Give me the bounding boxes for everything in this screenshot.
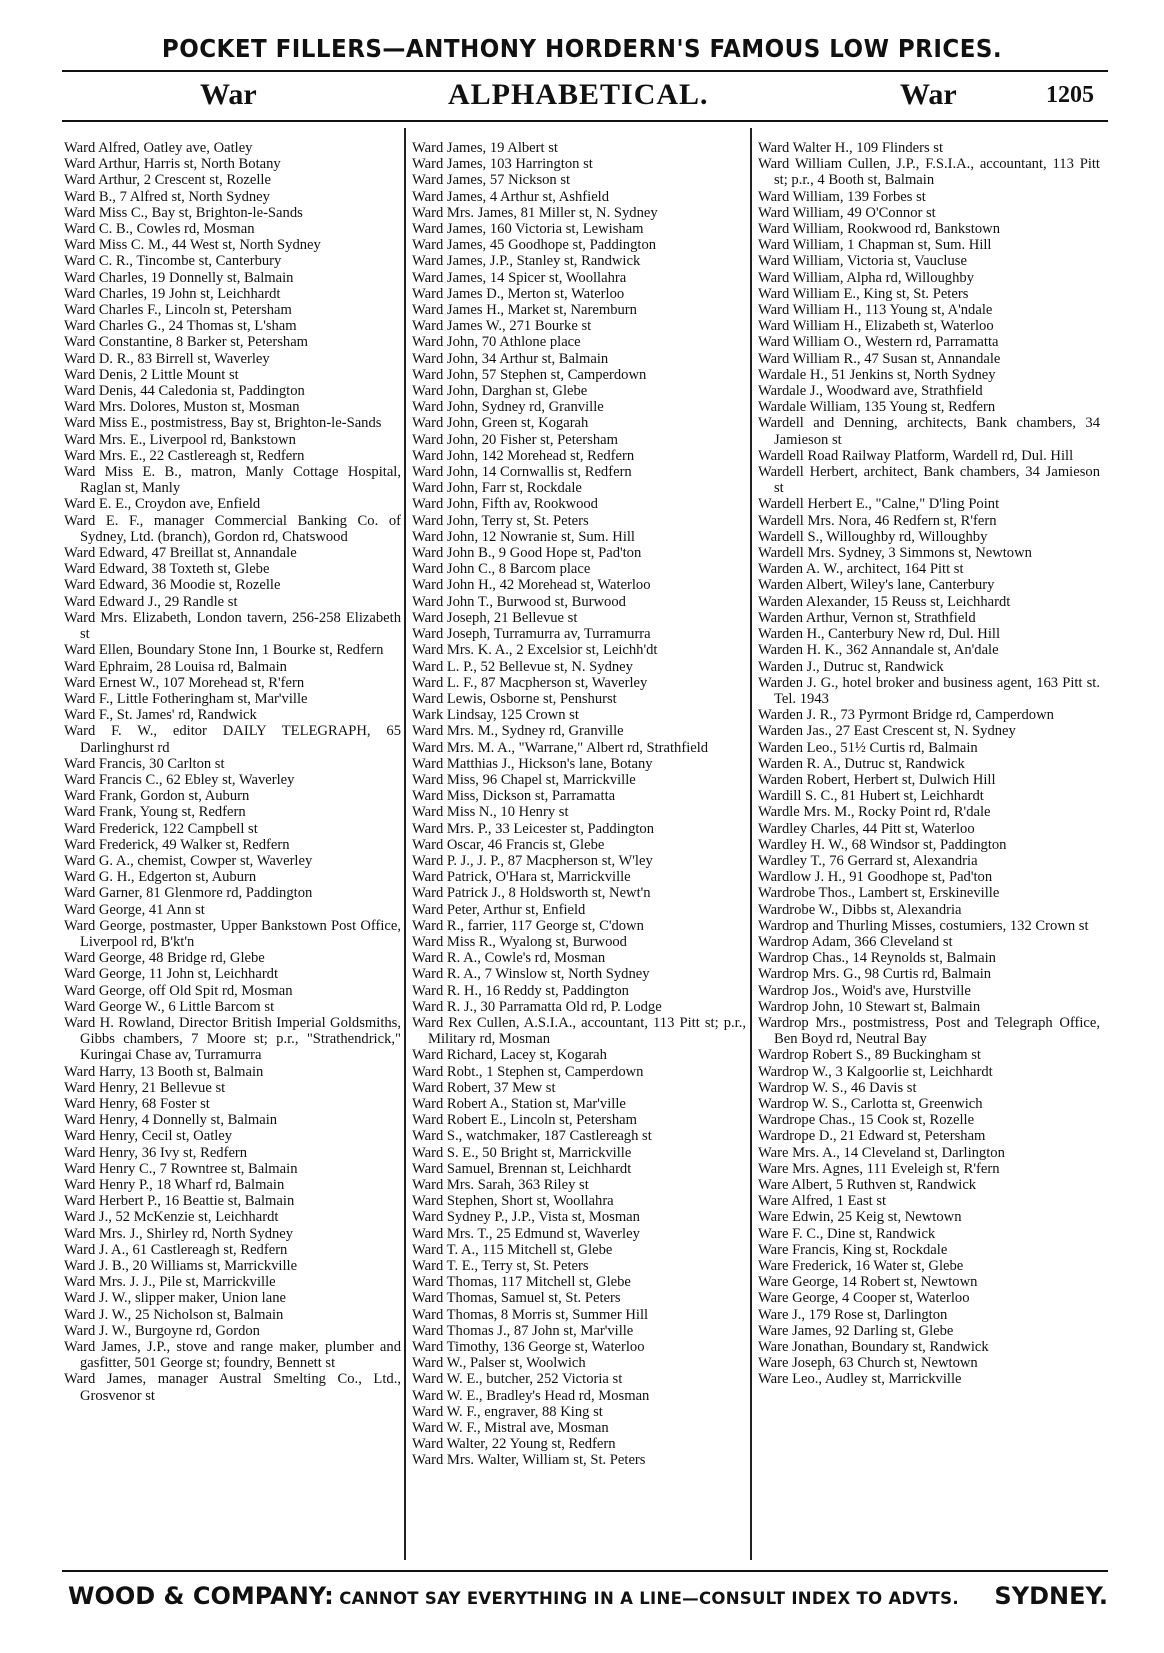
directory-entry: Ward Joseph, 21 Bellevue st (412, 609, 578, 626)
directory-entry: Warden J. R., 73 Pyrmont Bridge rd, Camperdown (758, 707, 1054, 724)
directory-entry: Ward John, Fifth av, Rookwood (412, 496, 598, 513)
directory-entry: Ward Oscar, 46 Francis st, Glebe (412, 836, 605, 853)
directory-entry: Ward Henry, 21 Bellevue st (64, 1079, 226, 1096)
directory-entry: Ward Mrs. Sarah, 363 Riley st (412, 1177, 589, 1193)
directory-entry: Ward Miss E. B., matron, Manly Cottage Hospital, Raglan st, Manly (64, 464, 401, 497)
directory-entry: Ward John, Green st, Kogarah (412, 415, 589, 432)
directory-entry: Ware Francis, King st, Rockdale (758, 1241, 948, 1258)
directory-entry: Ward John, 14 Cornwallis st, Redfern (412, 464, 632, 481)
directory-entry: Wardell Road Railway Platform, Wardell rd, Dul. Hill (758, 447, 1074, 464)
directory-entry: Ward William O., Western rd, Parramatta (758, 334, 999, 351)
directory-entry: Ward Patrick J., 8 Holdsworth st, Newt'n (412, 885, 651, 902)
directory-entry: Ward Arthur, 2 Crescent st, Rozelle (64, 172, 271, 189)
directory-entry: Ward Mrs. Dolores, Muston st, Mosman (64, 399, 300, 416)
running-head-left: War (200, 78, 257, 111)
directory-entry: Ware Leo., Audley st, Marrickville (758, 1371, 962, 1388)
directory-entry: Ward Mrs. K. A., 2 Excelsior st, Leichh'dt (412, 642, 658, 659)
directory-entry: Ware F. C., Dine st, Randwick (758, 1225, 936, 1242)
directory-entry: Ward John, 34 Arthur st, Balmain (412, 350, 609, 367)
directory-entry: Ware George, 4 Cooper st, Waterloo (758, 1290, 970, 1307)
directory-entry: Ward James W., 271 Bourke st (412, 318, 592, 335)
directory-entry: Ward Charles G., 24 Thomas st, L'sham (64, 318, 297, 335)
directory-entry: Wardell Herbert E., "Calne," D'ling Point (758, 496, 1000, 513)
directory-entry: Ward William, Alpha rd, Willoughby (758, 269, 974, 286)
directory-entry: Ward J. W., 25 Nicholson st, Balmain (64, 1306, 284, 1323)
directory-entry: Ward L. F., 87 Macpherson st, Waverley (412, 674, 648, 691)
directory-entry: Ward R. A., Cowle's rd, Mosman (412, 950, 606, 967)
directory-entry: Ward William Cullen, J.P., F.S.I.A., accountant, 113 Pitt st; p.r., 4 Booth st, Balmain (758, 156, 1100, 189)
directory-entry: Ward George, off Old Spit rd, Mosman (64, 982, 293, 999)
directory-entry: Ward Walter H., 109 Flinders st (758, 140, 944, 156)
directory-entry: Ward W. F., engraver, 88 King st (412, 1403, 603, 1420)
directory-entry: Ward W. E., Bradley's Head rd, Mosman (412, 1387, 650, 1404)
directory-column-3 (758, 140, 1100, 1388)
directory-entry: Ward William, 49 O'Connor st (758, 204, 936, 221)
directory-entry: Ward Lewis, Osborne st, Penshurst (412, 690, 617, 707)
directory-entry: Ward Charles F., Lincoln st, Petersham (64, 302, 292, 319)
directory-entry: Ward R. H., 16 Reddy st, Paddington (412, 982, 629, 999)
directory-entry: Ward John, Farr st, Rockdale (412, 480, 582, 497)
page-number: 1205 (1046, 82, 1094, 108)
directory-entry: Ward Francis C., 62 Ebley st, Waverley (64, 771, 295, 788)
directory-entry: Ward J. W., Burgoyne rd, Gordon (64, 1322, 260, 1339)
running-head-center: ALPHABETICAL. (448, 78, 709, 111)
header-underline (62, 120, 1108, 122)
directory-entry: Ward Herbert P., 16 Beattie st, Balmain (64, 1193, 295, 1210)
directory-entry: Ware James, 92 Darling st, Glebe (758, 1322, 954, 1339)
directory-entry: Ward Peter, Arthur st, Enfield (412, 901, 586, 918)
directory-entry: Ward Henry, 36 Ivy st, Redfern (64, 1144, 248, 1161)
directory-entry: Ward E. F., manager Commercial Banking Co. of Sydney, Ltd. (branch), Gordon rd, Chatswood (64, 512, 401, 545)
directory-entry: Ward William, Rookwood rd, Bankstown (758, 221, 1000, 238)
footer-publisher: WOOD & COMPANY: (68, 1582, 334, 1610)
directory-entry: Ward J. A., 61 Castlereagh st, Redfern (64, 1241, 288, 1258)
directory-entry: Ward Edward, 36 Moodie st, Rozelle (64, 577, 281, 594)
directory-entry: Ward George, 41 Ann st (64, 901, 205, 918)
directory-entry: Ward William H., 113 Young st, A'ndale (758, 302, 993, 319)
directory-entry: Wardrop W. S., Carlotta st, Greenwich (758, 1095, 983, 1112)
directory-entry: Ware Alfred, 1 East st (758, 1193, 887, 1210)
directory-entry: Wardale H., 51 Jenkins st, North Sydney (758, 366, 996, 383)
directory-entry: Ward Joseph, Turramurra av, Turramurra (412, 626, 651, 643)
directory-entry: Ward Garner, 81 Glenmore rd, Paddington (64, 885, 313, 902)
directory-entry: Ward W. F., Mistral ave, Mosman (412, 1420, 609, 1437)
directory-entry: Ward Mrs. M., Sydney rd, Granville (412, 723, 624, 740)
directory-entry: Wardell Herbert, architect, Bank chambers, 34 Jamieson st (758, 464, 1100, 497)
directory-entry: Ward G. A., chemist, Cowper st, Waverley (64, 852, 313, 869)
directory-entry: Wardrop Mrs., postmistress, Post and Telegraph Office, Ben Boyd rd, Neutral Bay (758, 1014, 1100, 1048)
directory-entry: Wardale William, 135 Young st, Redfern (758, 399, 996, 416)
directory-entry: Ward James, 45 Goodhope st, Paddington (412, 237, 657, 254)
directory-entry: Ward Mrs. James, 81 Miller st, N. Sydney (412, 204, 658, 221)
directory-entry: Ward J., 52 McKenzie st, Leichhardt (64, 1209, 279, 1226)
directory-entry: Ward E. E., Croydon ave, Enfield (64, 496, 261, 513)
directory-entry: Ward L. P., 52 Bellevue st, N. Sydney (412, 658, 633, 675)
directory-entry: Ward James, J.P., Stanley st, Randwick (412, 253, 641, 270)
directory-entry: Ward C. R., Tincombe st, Canterbury (64, 253, 282, 270)
directory-entry: Ward John H., 42 Morehead st, Waterloo (412, 577, 651, 594)
directory-entry: Ward George, postmaster, Upper Bankstown Post Office, Liverpool rd, B'kt'n (64, 917, 401, 950)
directory-entry: Ware Frederick, 16 Water st, Glebe (758, 1258, 964, 1275)
directory-entry: Wardrop Mrs. G., 98 Curtis rd, Balmain (758, 966, 992, 983)
directory-entry: Ward Arthur, Harris st, North Botany (64, 156, 281, 173)
directory-entry: Wardrobe Thos., Lambert st, Erskineville (758, 885, 1000, 902)
directory-entry: Ward F. W., editor DAILY TELEGRAPH, 65 Darlinghurst rd (64, 723, 401, 756)
footer (68, 1582, 1108, 1610)
directory-entry: Ware Mrs. Agnes, 111 Eveleigh st, R'fern (758, 1160, 1000, 1177)
directory-entry: Wardale J., Woodward ave, Strathfield (758, 383, 983, 400)
directory-entry: Ward James H., Market st, Naremburn (412, 302, 637, 319)
directory-entry: Wardrop Robert S., 89 Buckingham st (758, 1047, 981, 1064)
directory-entry: Ward James, manager Austral Smelting Co., Ltd., Grosvenor st (64, 1371, 401, 1404)
directory-entry: Ward Edward, 47 Breillat st, Annandale (64, 545, 297, 562)
directory-entry: Ward Miss, Dickson st, Parramatta (412, 788, 616, 805)
directory-entry: Warden A. W., architect, 164 Pitt st (758, 561, 964, 578)
directory-entry: Ward Miss, 96 Chapel st, Marrickville (412, 771, 636, 788)
directory-entry: Wardrop W. S., 46 Davis st (758, 1079, 917, 1096)
directory-entry: Wardley H. W., 68 Windsor st, Paddington (758, 836, 1007, 853)
directory-entry: Warden R. A., Dutruc st, Randwick (758, 755, 965, 772)
directory-entry: Ward Patrick, O'Hara st, Marrickville (412, 869, 631, 886)
directory-entry: Ward John T., Burwood st, Burwood (412, 593, 626, 610)
directory-entry: Ward Timothy, 136 George st, Waterloo (412, 1339, 645, 1356)
directory-entry: Ward John, 12 Nowranie st, Sum. Hill (412, 528, 635, 545)
directory-entry: Ward James, 103 Harrington st (412, 156, 593, 173)
directory-entry: Ward James, 57 Nickson st (412, 172, 571, 189)
directory-entry: Ward Frank, Gordon st, Auburn (64, 788, 250, 805)
directory-entry: Ware Albert, 5 Ruthven st, Randwick (758, 1177, 977, 1193)
directory-entry: Ward George, 11 John st, Leichhardt (64, 966, 279, 983)
directory-entry: Ward Ernest W., 107 Morehead st, R'fern (64, 674, 305, 691)
footer-slogan: CANNOT SAY EVERYTHING IN A LINE—CONSULT INDEX TO ADVTS. (339, 1589, 959, 1608)
directory-entry: Wardell Mrs. Nora, 46 Redfern st, R'fern (758, 512, 997, 529)
directory-entry: Ward John, 142 Morehead st, Redfern (412, 447, 635, 464)
directory-entry: Ward Thomas, 117 Mitchell st, Glebe (412, 1274, 631, 1291)
directory-entry: Ware Mrs. A., 14 Cleveland st, Darlington (758, 1144, 1005, 1161)
directory-entry: Ward George, 48 Bridge rd, Glebe (64, 950, 265, 967)
directory-entry: Ward Frederick, 122 Campbell st (64, 820, 258, 837)
directory-entry: Ward Mrs. Elizabeth, London tavern, 256-258 Elizabeth st (64, 609, 401, 643)
directory-entry: Ward William, 1 Chapman st, Sum. Hill (758, 237, 992, 254)
directory-entry: Ward P. J., J. P., 87 Macpherson st, W'ley (412, 852, 653, 869)
directory-entry: Ward Walter, 22 Young st, Redfern (412, 1436, 616, 1453)
column-divider (404, 128, 406, 1560)
directory-entry: Ward James, 14 Spicer st, Woollahra (412, 269, 627, 286)
directory-entry: Ward Henry, Cecil st, Oatley (64, 1128, 233, 1145)
directory-entry: Ward Robert, 37 Mew st (412, 1079, 556, 1096)
directory-entry: Wardell S., Willoughby rd, Willoughby (758, 528, 988, 545)
directory-entry: Ward Denis, 44 Caledonia st, Paddington (64, 383, 305, 400)
directory-entry: Ward S. E., 50 Bright st, Marrickville (412, 1144, 632, 1161)
directory-entry: Wardell and Denning, architects, Bank chambers, 34 Jamieson st (758, 415, 1100, 448)
directory-entry: Ward Mrs. P., 33 Leicester st, Paddington (412, 820, 655, 837)
directory-entry: Ward Thomas, Samuel st, St. Peters (412, 1290, 621, 1307)
directory-entry: Warden Jas., 27 East Crescent st, N. Sydney (758, 723, 1016, 740)
header-rule (62, 70, 1108, 72)
directory-entry: Ward J. B., 20 Williams st, Marrickville (64, 1258, 298, 1275)
directory-entry: Wardrop and Thurling Misses, costumiers, 132 Crown st (758, 917, 1089, 934)
directory-entry: Wardle Mrs. M., Rocky Point rd, R'dale (758, 804, 991, 821)
directory-entry: Wardlow J. H., 91 Goodhope st, Pad'ton (758, 869, 993, 886)
directory-entry: Ward Harry, 13 Booth st, Balmain (64, 1063, 264, 1080)
directory-entry: Ward Miss C. M., 44 West st, North Sydney (64, 237, 321, 254)
directory-entry: Ware Joseph, 63 Church st, Newtown (758, 1355, 978, 1372)
directory-entry: Ward Ellen, Boundary Stone Inn, 1 Bourke st, Redfern (64, 642, 384, 659)
directory-entry: Ward Thomas, 8 Morris st, Summer Hill (412, 1306, 649, 1323)
directory-entry: Warden Albert, Wiley's lane, Canterbury (758, 577, 995, 594)
directory-entry: Ward Miss N., 10 Henry st (412, 804, 569, 821)
directory-column-2 (412, 140, 746, 1469)
directory-entry: Ward Mrs. T., 25 Edmund st, Waverley (412, 1225, 640, 1242)
directory-entry: Ward D. R., 83 Birrell st, Waverley (64, 350, 270, 367)
directory-entry: Ward James, J.P., stove and range maker, plumber and gasfitter, 501 George st; foundry, Bennett st (64, 1339, 401, 1372)
directory-entry: Ward W. E., butcher, 252 Victoria st (412, 1371, 623, 1388)
directory-entry: Ward William E., King st, St. Peters (758, 285, 969, 302)
directory-entry: Ward James, 19 Albert st (412, 140, 558, 156)
directory-entry: Wardley T., 76 Gerrard st, Alexandria (758, 852, 978, 869)
directory-entry: Ward Miss R., Wyalong st, Burwood (412, 933, 627, 950)
directory-entry: Ward John, 57 Stephen st, Camperdown (412, 366, 647, 383)
directory-entry: Ward Mrs. J. J., Pile st, Marrickville (64, 1274, 276, 1291)
directory-entry: Wardrop Jos., Woid's ave, Hurstville (758, 982, 971, 999)
directory-entry: Ward Francis, 30 Carlton st (64, 755, 225, 772)
directory-entry: Ware Jonathan, Boundary st, Randwick (758, 1339, 989, 1356)
directory-entry: Wardell Mrs. Sydney, 3 Simmons st, Newtown (758, 545, 1032, 562)
directory-entry: Ward T. A., 115 Mitchell st, Glebe (412, 1241, 613, 1258)
directory-entry: Ware George, 14 Robert st, Newtown (758, 1274, 978, 1291)
directory-entry: Warden J. G., hotel broker and business agent, 163 Pitt st. Tel. 1943 (758, 674, 1100, 707)
directory-entry: Ward John, Terry st, St. Peters (412, 512, 589, 529)
directory-entry: Ward Richard, Lacey st, Kogarah (412, 1047, 607, 1064)
directory-entry: Wardrope Chas., 15 Cook st, Rozelle (758, 1112, 975, 1129)
directory-entry: Ware J., 179 Rose st, Darlington (758, 1306, 948, 1323)
directory-entry: Ward Mrs. J., Shirley rd, North Sydney (64, 1225, 294, 1242)
directory-entry: Ward John, 20 Fisher st, Petersham (412, 431, 618, 448)
directory-entry: Wardrobe W., Dibbs st, Alexandria (758, 901, 962, 918)
directory-entry: Ward Thomas J., 87 John st, Mar'ville (412, 1322, 634, 1339)
directory-entry: Ward Frank, Young st, Redfern (64, 804, 246, 821)
directory-entry: Ward Charles, 19 Donnelly st, Balmain (64, 269, 294, 286)
directory-entry: Ward James, 4 Arthur st, Ashfield (412, 188, 610, 205)
directory-entry: Wardrope D., 21 Edward st, Petersham (758, 1128, 986, 1145)
directory-entry: Ward Charles, 19 John st, Leichhardt (64, 285, 281, 302)
directory-entry: Ward Denis, 2 Little Mount st (64, 366, 239, 383)
running-head-right: War (900, 78, 957, 111)
directory-entry: Ward Mrs. E., Liverpool rd, Bankstown (64, 431, 296, 448)
directory-entry: Wark Lindsay, 125 Crown st (412, 707, 579, 724)
directory-entry: Ward Henry C., 7 Rowntree st, Balmain (64, 1160, 298, 1177)
directory-entry: Ward T. E., Terry st, St. Peters (412, 1258, 589, 1275)
directory-entry: Warden H. K., 362 Annandale st, An'dale (758, 642, 999, 659)
directory-entry: Wardrop Chas., 14 Reynolds st, Balmain (758, 950, 996, 967)
directory-column-1 (64, 140, 401, 1404)
directory-entry: Ward John, 70 Athlone place (412, 334, 581, 351)
directory-entry: Ward J. W., slipper maker, Union lane (64, 1290, 286, 1307)
directory-entry: Ward C. B., Cowles rd, Mosman (64, 221, 255, 238)
footer-rule (62, 1570, 1108, 1572)
directory-entry: Ward Mrs. M. A., "Warrane," Albert rd, Strathfield (412, 739, 709, 756)
directory-entry: Ward Edward J., 29 Randle st (64, 593, 238, 610)
directory-entry: Ward Matthias J., Hickson's lane, Botany (412, 755, 653, 772)
directory-entry: Wardrop John, 10 Stewart st, Balmain (758, 998, 981, 1015)
directory-entry: Ward John, Darghan st, Glebe (412, 383, 588, 400)
directory-entry: Ward H. Rowland, Director British Imperial Goldsmiths, Gibbs chambers, 7 Moore st; p.r., "Strathendrick," Kuringai Chase av, Turramurra (64, 1014, 401, 1064)
directory-entry: Ward Mrs. E., 22 Castlereagh st, Redfern (64, 447, 305, 464)
directory-entry: Warden Robert, Herbert st, Dulwich Hill (758, 771, 996, 788)
directory-entry: Warden H., Canterbury New rd, Dul. Hill (758, 626, 1000, 643)
directory-entry: Ward R. A., 7 Winslow st, North Sydney (412, 966, 650, 983)
directory-entry: Ward Stephen, Short st, Woollahra (412, 1193, 614, 1210)
footer-city: SYDNEY. (994, 1582, 1108, 1610)
directory-entry: Ward John B., 9 Good Hope st, Pad'ton (412, 545, 642, 562)
directory-entry: Ward G. H., Edgerton st, Auburn (64, 869, 257, 886)
directory-entry: Ward Frederick, 49 Walker st, Redfern (64, 836, 290, 853)
directory-entry: Ward James D., Merton st, Waterloo (412, 285, 625, 302)
directory-entry: Ward Alfred, Oatley ave, Oatley (64, 140, 253, 156)
directory-entry: Ward R., farrier, 117 George st, C'down (412, 917, 644, 934)
directory-entry: Ward W., Palser st, Woolwich (412, 1355, 586, 1372)
directory-entry: Ward Mrs. Walter, William st, St. Peters (412, 1452, 646, 1469)
directory-entry: Ward F., Little Fotheringham st, Mar'ville (64, 690, 308, 707)
directory-entry: Ward F., St. James' rd, Randwick (64, 707, 257, 724)
directory-entry: Ward Robt., 1 Stephen st, Camperdown (412, 1063, 644, 1080)
directory-entry: Wardrop Adam, 366 Cleveland st (758, 933, 953, 950)
directory-entry: Ward Henry, 4 Donnelly st, Balmain (64, 1112, 278, 1129)
directory-entry: Ward John, Sydney rd, Granville (412, 399, 604, 416)
directory-entry: Ward Sydney P., J.P., Vista st, Mosman (412, 1209, 640, 1226)
directory-entry: Warden Leo., 51½ Curtis rd, Balmain (758, 739, 978, 756)
directory-entry: Ward Rex Cullen, A.S.I.A., accountant, 113 Pitt st; p.r., Military rd, Mosman (412, 1014, 746, 1048)
directory-entry: Ward Constantine, 8 Barker st, Petersham (64, 334, 309, 351)
directory-entry: Wardill S. C., 81 Hubert st, Leichhardt (758, 788, 984, 805)
directory-entry: Ward Henry, 68 Foster st (64, 1095, 210, 1112)
directory-entry: Ward Samuel, Brennan st, Leichhardt (412, 1160, 632, 1177)
directory-entry: Ward William, Victoria st, Vaucluse (758, 253, 967, 270)
directory-entry: Ward Robert E., Lincoln st, Petersham (412, 1112, 637, 1129)
page-banner: POCKET FILLERS—ANTHONY HORDERN'S FAMOUS LOW PRICES. (161, 34, 1003, 63)
directory-entry: Ward James, 160 Victoria st, Lewisham (412, 221, 644, 238)
directory-entry: Ward William R., 47 Susan st, Annandale (758, 350, 1001, 367)
directory-entry: Ward John C., 8 Barcom place (412, 561, 591, 578)
directory-entry: Ware Edwin, 25 Keig st, Newtown (758, 1209, 962, 1226)
directory-entry: Ward William, 139 Forbes st (758, 188, 926, 205)
directory-entry: Ward Robert A., Station st, Mar'ville (412, 1095, 626, 1112)
directory-entry: Warden Alexander, 15 Reuss st, Leichhardt (758, 593, 1011, 610)
directory-entry: Ward George W., 6 Little Barcom st (64, 998, 275, 1015)
directory-entry: Wardley Charles, 44 Pitt st, Waterloo (758, 820, 975, 837)
directory-entry: Ward Henry P., 18 Wharf rd, Balmain (64, 1177, 285, 1193)
directory-entry: Ward Miss E., postmistress, Bay st, Brighton-le-Sands (64, 415, 382, 432)
directory-entry: Warden Arthur, Vernon st, Strathfield (758, 609, 976, 626)
directory-entry: Ward R. J., 30 Parramatta Old rd, P. Lodge (412, 998, 662, 1015)
column-divider (750, 128, 752, 1560)
directory-entry: Ward B., 7 Alfred st, North Sydney (64, 188, 270, 205)
directory-entry: Ward William H., Elizabeth st, Waterloo (758, 318, 994, 335)
directory-entry: Wardrop W., 3 Kalgoorlie st, Leichhardt (758, 1063, 993, 1080)
directory-entry: Ward Ephraim, 28 Louisa rd, Balmain (64, 658, 287, 675)
directory-entry: Warden J., Dutruc st, Randwick (758, 658, 944, 675)
directory-entry: Ward S., watchmaker, 187 Castlereagh st (412, 1128, 652, 1145)
directory-entry: Ward Edward, 38 Toxteth st, Glebe (64, 561, 270, 578)
directory-entry: Ward Miss C., Bay st, Brighton-le-Sands (64, 204, 303, 221)
